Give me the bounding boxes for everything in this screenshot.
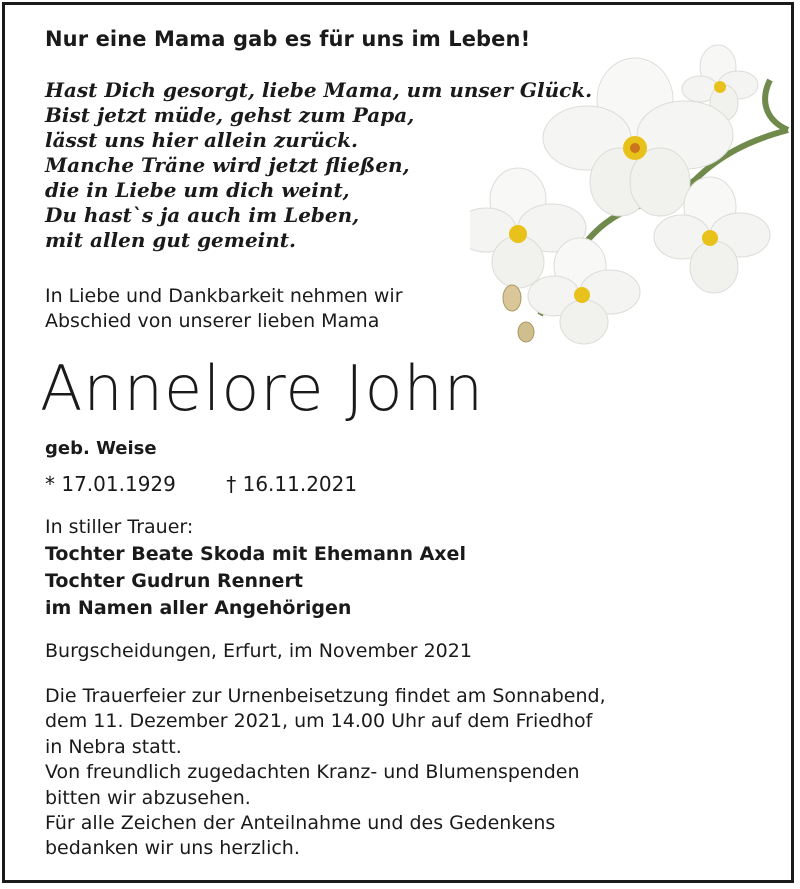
headline: Nur eine Mama gab es für uns im Leben! [45,27,531,51]
poem-line: Hast Dich gesorgt, liebe Mama, um unser Glück. [45,78,593,102]
mourners-label: In stiller Trauer: [45,516,194,538]
notice-line: dem 11. Dezember 2021, um 14.00 Uhr auf dem Friedhof [45,710,593,733]
place-date: Burgscheidungen, Erfurt, im November 2021 [45,640,472,662]
poem-line: die in Liebe um dich weint, [45,178,350,202]
mourners [45,514,466,622]
funeral-notice [45,684,606,862]
poem-line: Bist jetzt müde, gehst zum Papa, [45,103,415,127]
poem-line: Manche Träne wird jetzt fließen, [45,153,410,177]
deceased-name: Annelore John [40,352,485,425]
notice-line: Von freundlich zugedachten Kranz- und Blumenspenden [45,761,580,784]
mourner-name: Tochter Gudrun Rennert [45,570,303,592]
intro-text [45,284,403,334]
white-orchid-icon [470,30,790,350]
intro-line: Abschied von unserer lieben Mama [45,310,380,332]
life-dates [45,472,357,496]
death-date: † 16.11.2021 [226,472,358,496]
notice-line: bedanken wir uns herzlich. [45,837,300,860]
maiden-name: geb. Weise [45,438,157,459]
notice-line: Für alle Zeichen der Anteilnahme und des Gedenkens [45,812,556,835]
mourner-name: Tochter Beate Skoda mit Ehemann Axel [45,543,466,565]
mourner-name: im Namen aller Angehörigen [45,597,352,619]
poem-line: Du hast`s ja auch im Leben, [45,203,360,227]
notice-line: bitten wir abzusehen. [45,786,251,809]
intro-line: In Liebe und Dankbarkeit nehmen wir [45,285,403,307]
birth-date: * 17.01.1929 [45,472,176,496]
poem-line: lässt uns hier allein zurück. [45,128,358,152]
poem-line: mit allen gut gemeint. [45,228,297,252]
notice-line: in Nebra statt. [45,735,182,758]
notice-line: Die Trauerfeier zur Urnenbeisetzung findet am Sonnabend, [45,685,606,707]
